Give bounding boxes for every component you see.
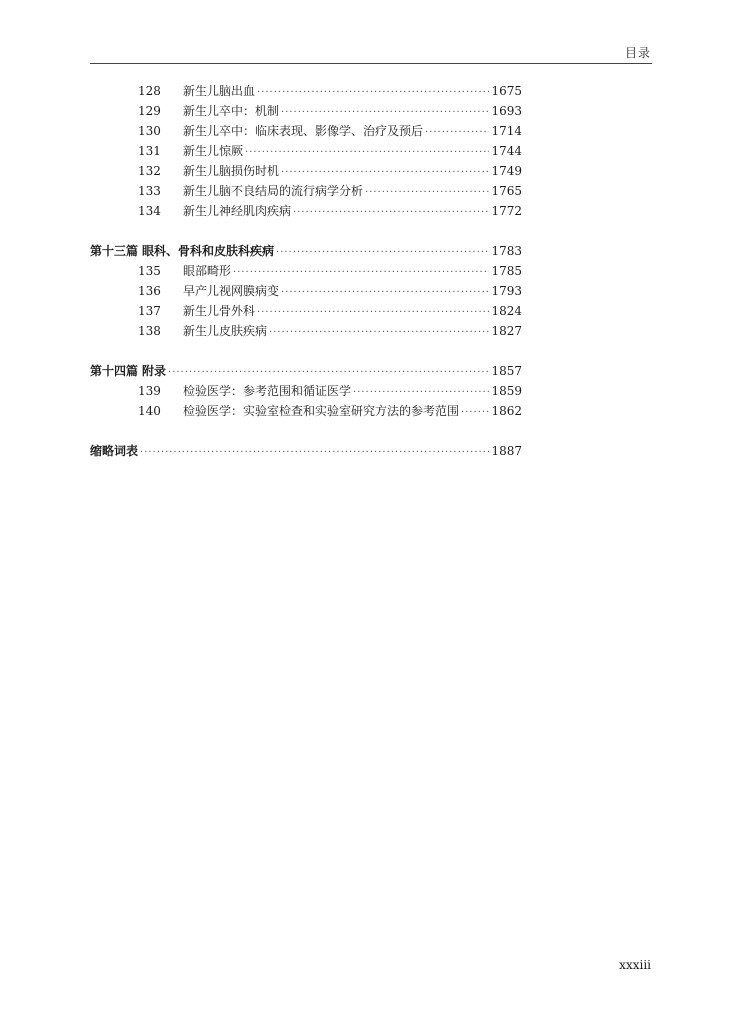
page-number: 1714 [491, 124, 522, 138]
page-number: 1785 [491, 264, 522, 278]
page-number: 1793 [491, 284, 522, 298]
chapter-title: 新生儿脑出血 [183, 84, 256, 98]
leader-dots [365, 183, 489, 203]
chapter-number: 137 [138, 304, 161, 318]
page-number: 1772 [491, 204, 522, 218]
page-number: 1675 [491, 84, 522, 98]
chapter-number: 139 [138, 384, 161, 398]
leader-dots [257, 303, 489, 323]
part-label: 第十四篇 [90, 364, 139, 378]
toc-entry[interactable] [90, 141, 522, 161]
leader-dots [281, 163, 489, 183]
toc-entry[interactable] [90, 101, 522, 121]
chapter-title: 新生儿神经肌肉疾病 [183, 204, 292, 218]
chapter-number: 135 [138, 264, 161, 278]
running-header-title: 目录 [624, 46, 651, 60]
toc-entry[interactable] [90, 81, 522, 101]
section-spacer [90, 341, 522, 361]
toc-entry[interactable] [90, 121, 522, 141]
page-number: 1749 [491, 164, 522, 178]
leader-dots [269, 323, 489, 343]
toc-entry[interactable] [90, 261, 522, 281]
toc-entry[interactable] [90, 281, 522, 301]
chapter-number: 140 [138, 404, 161, 418]
chapter-title: 早产儿视网膜病变 [183, 284, 280, 298]
leader-dots [425, 123, 489, 143]
leader-dots [281, 283, 489, 303]
table-of-contents [90, 81, 522, 461]
abbreviations-title: 缩略词表 [90, 444, 139, 458]
leader-dots [276, 243, 489, 263]
header-rule [90, 63, 652, 64]
page-number: 1862 [491, 404, 522, 418]
page-number: 1887 [491, 444, 522, 458]
chapter-title: 新生儿惊厥 [183, 144, 244, 158]
page-number: 1783 [491, 244, 522, 258]
page-number: 1827 [491, 324, 522, 338]
leader-dots [233, 263, 489, 283]
chapter-title: 新生儿脑损伤时机 [183, 164, 280, 178]
chapter-title: 新生儿骨外科 [183, 304, 256, 318]
toc-entry[interactable] [90, 301, 522, 321]
toc-entry[interactable] [90, 381, 522, 401]
toc-entry[interactable] [90, 401, 522, 421]
chapter-number: 128 [138, 84, 161, 98]
page-number: 1857 [491, 364, 522, 378]
toc-entry[interactable] [90, 181, 522, 201]
leader-dots [257, 83, 489, 103]
page-number: 1824 [491, 304, 522, 318]
section-spacer [90, 421, 522, 441]
chapter-number: 132 [138, 164, 161, 178]
chapter-number: 138 [138, 324, 161, 338]
chapter-title: 新生儿脑不良结局的流行病学分析 [183, 184, 364, 198]
leader-dots [293, 203, 489, 223]
chapter-title: 检验医学：实验室检查和实验室研究方法的参考范围 [183, 404, 460, 418]
toc-part-14[interactable] [90, 361, 522, 381]
chapter-number: 134 [138, 204, 161, 218]
toc-abbreviations[interactable] [90, 441, 522, 461]
chapter-number: 133 [138, 184, 161, 198]
chapter-number: 136 [138, 284, 161, 298]
leader-dots [281, 103, 489, 123]
chapter-number: 129 [138, 104, 161, 118]
toc-part-13[interactable] [90, 241, 522, 261]
page-number: 1765 [491, 184, 522, 198]
section-spacer [90, 221, 522, 241]
chapter-number: 130 [138, 124, 161, 138]
chapter-title: 检验医学：参考范围和循证医学 [183, 384, 352, 398]
part-title: 眼科、骨科和皮肤科疾病 [142, 244, 275, 258]
leader-dots [353, 383, 489, 403]
toc-entry[interactable] [90, 201, 522, 221]
part-title: 附录 [142, 364, 167, 378]
page-number: 1693 [491, 104, 522, 118]
chapter-title: 新生儿卒中：临床表现、影像学、治疗及预后 [183, 124, 424, 138]
chapter-number: 131 [138, 144, 161, 158]
page-number: 1744 [491, 144, 522, 158]
chapter-title: 新生儿卒中：机制 [183, 104, 280, 118]
leader-dots [140, 443, 489, 463]
leader-dots [245, 143, 489, 163]
toc-entry[interactable] [90, 321, 522, 341]
page-number: 1859 [491, 384, 522, 398]
leader-dots [461, 403, 489, 423]
leader-dots [168, 363, 489, 383]
folio-page-number: xxxiii [619, 958, 651, 972]
part-label: 第十三篇 [90, 244, 139, 258]
chapter-title: 眼部畸形 [183, 264, 232, 278]
chapter-title: 新生儿皮肤疾病 [183, 324, 268, 338]
toc-entry[interactable] [90, 161, 522, 181]
